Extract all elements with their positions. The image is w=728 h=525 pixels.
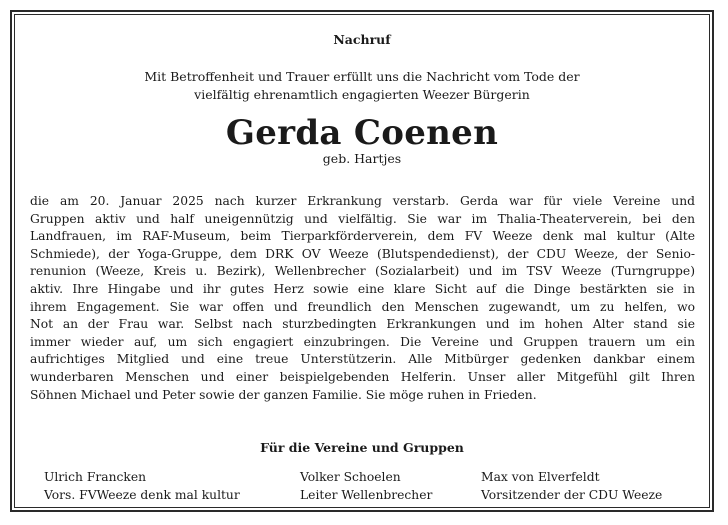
body-line: renunion (Weeze, Kreis u. Bezirk), Wellenbrecher (Sozialarbeit) und im TSV Weeze (Turngruppe) bbox=[30, 264, 695, 279]
signatory-name: Volker Schoelen bbox=[300, 470, 401, 484]
signatory-2 bbox=[300, 468, 432, 504]
obituary-body bbox=[30, 193, 695, 404]
birth-name: geb. Hartjes bbox=[322, 151, 402, 166]
intro-line-1: Mit Betroffenheit und Trauer erfüllt uns die Nachricht vom Tode der bbox=[144, 69, 580, 84]
signatory-role: Vorsitzender der CDU Weeze bbox=[481, 488, 663, 502]
body-line: wunderbaren Menschen und einer beispielgebenden Helferin. Unser aller Mitgefühl gilt Ihren bbox=[30, 369, 695, 384]
body-line: ihrem Engagement. Sie war offen und freundlich den Menschen zugewandt, um zu helfen, wo bbox=[30, 299, 695, 314]
body-line: immer wieder auf, um sich engagiert einzubringen. Die Vereine und Gruppen trauern um ein bbox=[30, 334, 695, 349]
notice-heading: Nachruf bbox=[333, 32, 391, 47]
signatory-3 bbox=[481, 468, 662, 504]
signatory-role: Vors. FVWeeze denk mal kultur bbox=[44, 488, 240, 502]
signatory-name: Max von Elverfeldt bbox=[481, 470, 600, 484]
deceased-name: Gerda Coenen bbox=[225, 113, 499, 153]
body-line: Gruppen aktiv und half uneigennützig und vielfältig. Sie war im Thalia-Theaterverein, bei den bbox=[30, 211, 695, 226]
intro-line-2: vielfältig ehrenamtlich engagierten Weezer Bürgerin bbox=[194, 87, 530, 102]
body-line: Not an der Frau war. Selbst nach sturzbedingten Erkrankungen und im hohen Alter stand sie bbox=[30, 317, 695, 332]
intro-text bbox=[14, 68, 710, 104]
body-line: Söhnen Michael und Peter sowie der ganzen Familie. Sie möge ruhen in Frieden. bbox=[30, 387, 537, 402]
body-line: aktiv. Ihre Hingabe und ihr gutes Herz sowie eine klare Sicht auf die Dinge bestärkten sie in bbox=[30, 281, 695, 296]
body-line: die am 20. Januar 2025 nach kurzer Erkrankung verstarb. Gerda war für viele Vereine und bbox=[30, 194, 695, 208]
body-line: Landfrauen, im RAF-Museum, beim Tierparkförderverein, dem FV Weeze denk mal kultur (Alte bbox=[30, 229, 695, 244]
signatory-1 bbox=[44, 468, 240, 504]
closing-line: Für die Vereine und Gruppen bbox=[260, 440, 464, 455]
signatory-name: Ulrich Francken bbox=[44, 470, 147, 484]
signatory-role: Leiter Wellenbrecher bbox=[300, 488, 433, 502]
body-line: aufrichtiges Mitglied und eine treue Unterstützerin. Alle Mitbürger gedenken dankbar einem bbox=[30, 352, 695, 367]
body-line: Schmiede), der Yoga-Gruppe, dem DRK OV Weeze (Blutspendedienst), der CDU Weeze, der Senio- bbox=[30, 246, 695, 261]
